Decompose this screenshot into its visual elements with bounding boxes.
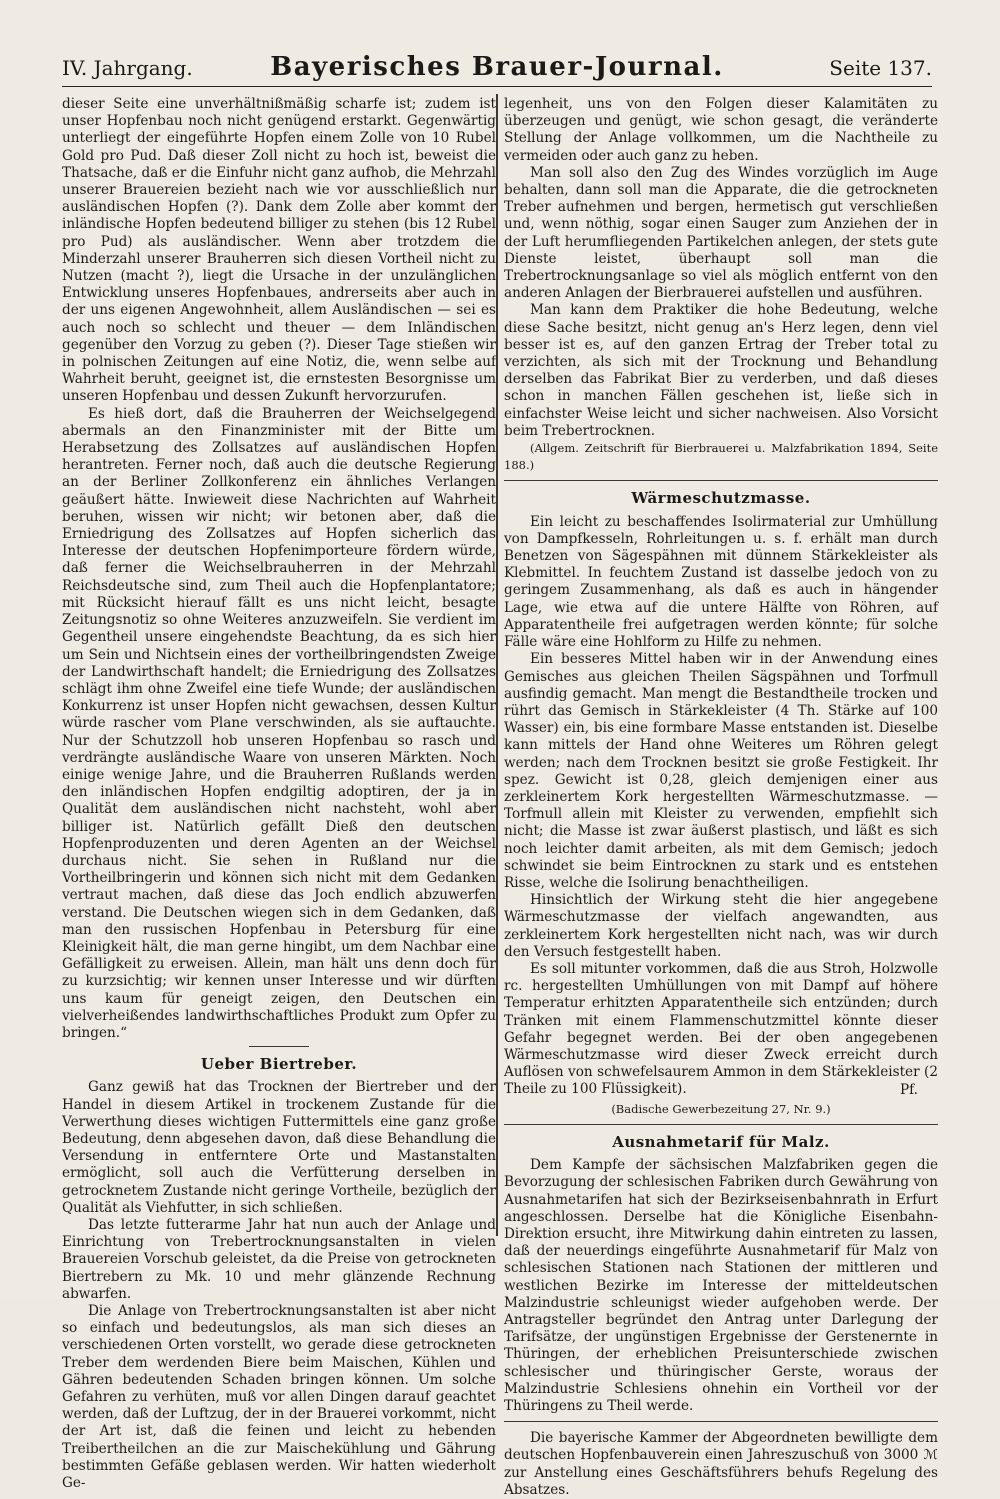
paragraph: Man kann dem Praktiker die hohe Bedeutung, welche diese Sache besitzt, nicht genug an's Herz legen, denn viel besser ist es, auf den ganzen Ertrag der Treber total zu verzichten, als sich mit der Trocknung und Behandlung derselben das Fabrikat Bier zu verderben, und daß dieses schon in manchen Fällen geschehen ist, ließe sich in einfachster Weise leicht und sicher nachweisen. Also Vorsicht beim Trebertrocknen. — [504, 302, 938, 439]
source-citation: (Allgem. Zeitschrift für Bierbrauerei u. Malzfabrikation 1894, Seite 188.) — [504, 441, 938, 473]
paragraph: Die Anlage von Trebertrocknungsanstalten ist aber nicht so einfach und bedeutungslos, als man sich dieses an verschiedenen Orten vorstellt, wo gerade diese getrockneten Treber dem werdenden Biere beim Maischen, Kühlen und Gähren bedeutenden Schaden bringen können. Um solche Gefahren zu verhüten, muß vor allen Dingen darauf geachtet werden, daß der Luftzug, der in der Brauerei vorkommt, nicht der Art ist, daß die feinen und leicht zu hebenden Treibertheilchen an die zur Maischekühlung und Gährung bestimmten Gefäße geblasen werden. Wir hatten wiederholt Ge- — [62, 1303, 496, 1492]
section-divider — [504, 1124, 938, 1125]
paragraph: legenheit, uns von den Folgen dieser Kalamitäten zu überzeugen und genügt, wie schon gesagt, die veränderte Stellung der Anlage vollkommen, um die Nachtheile zu vermeiden oder auch ganz zu heben. — [504, 96, 938, 164]
author-signature: Pf. — [899, 1081, 918, 1098]
paragraph: Ganz gewiß hat das Trocknen der Biertreber und der Handel in diesem Artikel in trockenem Zustande für die Verwerthung dieses wichtigen Futtermittels eine ganz große Bedeutung, denn abgesehen davon, daß diese Behandlung die Versendung in entferntere Orte und Mastanstalten ermöglicht, soll auch die Verfütterung derselben in getrocknetem Zustande nicht geringe Vortheile, bezüglich der Qualität als Viehfutter, in sich schließen. — [62, 1079, 496, 1216]
paragraph: Das letzte futterarme Jahr hat nun auch der Anlage und Einrichtung von Trebertrocknungsanstalten in vielen Brauereien Vorschub geleistet, da die Preise von getrockneten Biertrebern zu Mk. 10 und mehr glänzende Rechnung abwarfen. — [62, 1217, 496, 1302]
right-column — [504, 96, 938, 1499]
paragraph: dieser Seite eine unverhältnißmäßig scharfe ist; zudem ist unser Hopfenbau noch nicht genügend erstarkt. Gegenwärtig unterliegt der eingeführte Hopfen einem Zolle von 10 Rubel Gold pro Pud. Daß dieser Zoll nicht zu hoch ist, beweist die Thatsache, daß er die Einfuhr nicht ganz aufhob, die Mehrzahl unserer Brauereien bezieht nach wie vor ausschließlich nur ausländischen Hopfen (?). Dank dem Zolle aber kommt der inländische Hopfen bedeutend billiger zu stehen (bis 12 Rubel pro Pud) als ausländischer. Wenn aber trotzdem die Minderzahl unserer Brauherren sich diesen Vortheil nicht zu Nutzen (macht ?), liegt die Ursache in der unzulänglichen Entwicklung unseres Hopfenbaues, andrerseits aber auch in der uns eigenen Angewohnheit, allem Ausländischen — sei es auch noch so schlecht und theuer — dem Inländischen gegenüber den Vorzug zu geben (?). Dieser Tage stießen wir in polnischen Zeitungen auf eine Notiz, die, wenn selbe auf Wahrheit beruht, geeignet ist, die ernstesten Besorgnisse um unseren Hopfenbau und dessen Zukunft hervorzurufen. — [62, 96, 496, 405]
section-divider — [504, 1421, 938, 1422]
paragraph: Ein besseres Mittel haben wir in der Anwendung eines Gemisches aus gleichen Theilen Sägspähnen und Torfmull ausfindig gemacht. Man mengt die Bestandtheile trocken und rührt das Gemisch in Stärkekleister (4 Th. Stärke auf 100 Wasser) ein, bis eine formbare Masse entstanden ist. Dieselbe kann mittels der Hand ohne Weiteres um Röhren gelegt werden; nach dem Trocknen besitzt sie große Festigkeit. Ihr spez. Gewicht ist 0,28, gleich demjenigen einer aus zerkleinertem Kork hergestellten Wärmeschutzmasse. — Torfmull allein mit Kleister zu verwenden, empfiehlt sich nicht; die Masse ist zwar äußerst plastisch, und läßt es sich noch leichter damit arbeiten, als mit dem Gemisch; jedoch schwindet sie beim Eintrocknen zu stark und es entstehen Risse, welche die Isolirung benachtheiligen. — [504, 651, 938, 891]
page-number: Seite 137. — [829, 56, 932, 80]
left-column — [62, 96, 496, 1492]
paragraph: Es soll mitunter vorkommen, daß die aus Stroh, Holzwolle rc. hergestellten Umhüllungen von mit Dampf auf höhere Temperatur erhitzten Apparatentheile sich entzünden; durch Tränken mit einem Flammenschutzmittel könnte dieser Gefahr begegnet werden. Bei der oben angegebenen Wärmeschutzmasse wird dieser Zweck erreicht durch Auflösen von schwefelsaurem Ammon in dem Stärkekleister (2 Theile zu 100 Flüssigkeit). — [504, 960, 938, 1098]
section-divider — [504, 480, 938, 481]
paragraph: Dem Kampfe der sächsischen Malzfabriken gegen die Bevorzugung der schlesischen Fabriken durch Gewährung von Ausnahmetarifen hat sich der Bezirkseisenbahnrath in Erfurt angeschlossen. Derselbe hat die Königliche Eisenbahn-Direktion ersucht, ihre Mitwirkung dahin eintreten zu lassen, daß der neuerdings eingeführte Ausnahmetarif für Malz von schlesischen Stationen nach Stationen der mittleren und westlichen Bezirke im Interesse der mitteldeutschen Malzindustrie schleunigst wieder aufgehoben werde. Der Antragsteller begründet den Antrag unter Darlegung der Tarifsätze, der ungünstigen Ergebnisse der Gerstenernte in Thüringen, der erheblichen Preisunterschiede zwischen schlesischer und thüringischer Gerste, woraus der Malzindustrie Schlesiens ohnehin ein Vortheil vor der Thüringens zu Theil werde. — [504, 1157, 938, 1415]
column-divider — [496, 94, 498, 1236]
source-citation: (Badische Gewerbezeitung 27, Nr. 9.) — [611, 1101, 831, 1116]
journal-title: Bayerisches Brauer-Journal. — [270, 52, 724, 82]
article-heading-waermeschutzmasse: Wärmeschutzmasse. — [631, 489, 811, 508]
paragraph: Die bayerische Kammer der Abgeordneten bewilligte dem deutschen Hopfenbauverein einen Jahreszuschuß von 3000 ℳ zur Anstellung eines Geschäftsführers behufs Regelung des Absatzes. — [504, 1430, 938, 1498]
page-header — [62, 52, 932, 87]
paragraph: Man soll also den Zug des Windes vorzüglich im Auge behalten, dann soll man die Apparate, die die getrockneten Treber aufnehmen und bergen, hermetisch gut verschließen und, wenn nöthig, sogar einen Sauger zum Anziehen der in der Luft herumfliegenden Partikelchen anlegen, der stets gute Dienste leistet, überhaupt soll man die Trebertrocknungsanlage so viel als möglich entfernt von den anderen Anlagen der Bierbrauerei aufstellen und ausführen. — [504, 164, 938, 302]
section-divider — [249, 1046, 309, 1047]
paragraph: Hinsichtlich der Wirkung steht die hier angegebene Wärmeschutzmasse der vielfach angewandten, aus zerkleinertem Kork hergestellten nicht nach, was wir durch den Versuch festgestellt haben. — [504, 892, 938, 960]
paragraph: Es hieß dort, daß die Brauherren der Weichselgegend abermals an den Finanzminister mit der Bitte um Herabsetzung des Zollsatzes auf ausländischen Hopfen herantreten. Ferner noch, daß auch die deutsche Regierung an der Berliner Zollkonferenz ein ähnliches Verlangen geäußert hätte. Inwieweit diese Nachrichten auf Wahrheit beruhen, wissen wir nicht; wir betonen aber, daß die Erniedrigung des Zollsatzes auf Hopfen sicherlich das Interesse der deutschen Hopfenimporteure fördern würde, daß ferner die Weichselbrauherren in der Mehrzahl Reichsdeutsche sind, zum Theil auch die Hopfenplantatore; mit Rücksicht hierauf fällt es uns nicht leicht, besagte Zeitungsnotiz so ohne Weiteres anzuzweifeln. Sie verdient im Gegentheil unsere eingehendste Beachtung, da es sich hier um Sein und Nichtsein eines der vortheilbringendsten Zweige der Landwirthschaft handelt; die Erniedrigung des Zollsatzes schlägt ihm ohne Zweifel eine tiefe Wunde; der ausländischen Konkurrenz ist unser Hopfen nicht gewachsen, dessen Kultur würde rascher vom Plane verschwinden, als sie auftauchte. Nur der Schutzzoll hob unseren Hopfenbau so rasch und verdrängte ausländische Waare von unseren Märkten. Noch einige wenige Jahre, und die Brauherren Rußlands werden den inländischen Hopfen endgiltig adoptiren, der ja in Qualität dem ausländischen nicht nachsteht, wohl aber billiger ist. Natürlich gefällt Dieß den deutschen Hopfenproduzenten und deren Agenten an der Weichsel durchaus nicht. Sie sehen in Rußland nur die Vortheilbringerin und können sich nicht mit dem Gedanken vertraut machen, daß diese das Joch endlich abzuwerfen verstand. Die Deutschen wiegen sich in dem Gedanken, daß man den russischen Hopfenbau in Petersburg für eine Kleinigkeit hält, die man gerne hingibt, um dem Nachbar eine Gefälligkeit zu erweisen. Allein, man hält uns denn doch für zu kurzsichtig; wir kennen unser Interesse und wir dürften uns kaum für geneigt zeigen, den Deutschen ein vielverheißendes landwirthschaftliches Produkt zum Opfer zu bringen.“ — [62, 405, 496, 1041]
article-heading-ausnahmetarif: Ausnahmetarif für Malz. — [612, 1132, 830, 1151]
article-heading-biertreber: Ueber Biertreber. — [200, 1055, 358, 1074]
volume-label: IV. Jahrgang. — [62, 56, 193, 80]
paragraph: Ein leicht zu beschaffendes Isolirmaterial zur Umhüllung von Dampfkesseln, Rohrleitungen u. s. f. erhält man durch Benetzen von Sägespähnen mit dünnem Stärkekleister als Klebmittel. In feuchtem Zustand ist dasselbe jedoch von zu geringem Zusammenhang, als daß es auch in hängender Lage, wie etwa auf die untere Hälfte von Röhren, auf Apparatentheile frei aufgetragen werden könnte; für solche Fälle wäre eine Hohlform zu Hilfe zu nehmen. — [504, 513, 938, 651]
